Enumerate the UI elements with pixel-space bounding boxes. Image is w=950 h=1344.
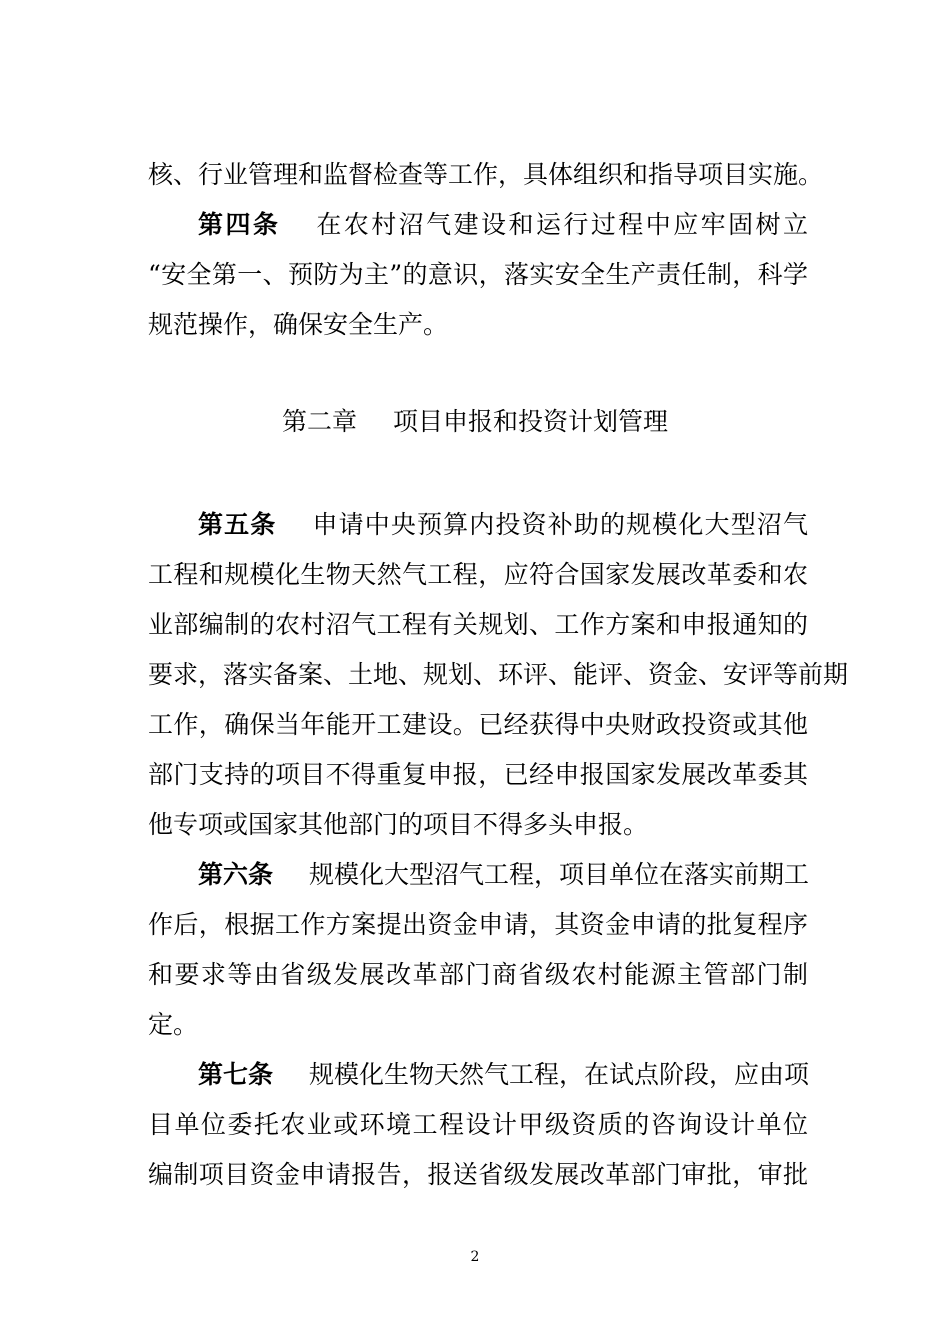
article-4-first-line — [198, 210, 808, 240]
chapter-heading — [0, 407, 950, 437]
text-line: 规范操作，确保安全生产。 — [148, 310, 449, 339]
text-line: 编制项目资金申请报告，报送省级发展改革部门审批，审批 — [148, 1160, 808, 1189]
article-5-number: 第五条 — [198, 510, 277, 539]
text-line: 工作，确保当年能开工建设。已经获得中央财政投资或其他 — [148, 710, 808, 739]
article-7-number: 第七条 — [198, 1060, 274, 1089]
text-line: 作后，根据工作方案提出资金申请，其资金申请的批复程序 — [148, 910, 808, 939]
chapter-number: 第二章 — [281, 407, 357, 436]
text-line: 定。 — [148, 1010, 199, 1039]
text-line: 核、行业管理和监督检查等工作，具体组织和指导项目实施。 — [148, 160, 824, 189]
text-line: 工程和规模化生物天然气工程，应符合国家发展改革委和农 — [148, 560, 808, 589]
article-7-text: 规模化生物天然气工程，在试点阶段，应由项 — [309, 1060, 810, 1089]
article-4-number: 第四条 — [198, 210, 281, 239]
article-6-number: 第六条 — [198, 860, 274, 889]
text-line: 部门支持的项目不得重复申报，已经申报国家发展改革委其 — [148, 760, 808, 789]
article-4-text: 在农村沼气建设和运行过程中应牢固树立 — [316, 210, 808, 239]
text-line: 他专项或国家其他部门的项目不得多头申报。 — [148, 810, 649, 839]
text-line: 要求，落实备案、土地、规划、环评、能评、资金、安评等前期 — [148, 660, 849, 689]
page-number: 2 — [470, 1249, 480, 1265]
text-line: “安全第一、预防为主”的意识，落实安全生产责任制，科学 — [148, 260, 808, 289]
text-line: 目单位委托农业或环境工程设计甲级资质的咨询设计单位 — [148, 1110, 808, 1139]
article-7-first-line — [198, 1060, 808, 1090]
text-line: 和要求等由省级发展改革部门商省级农村能源主管部门制 — [148, 960, 808, 989]
chapter-title: 项目申报和投资计划管理 — [393, 407, 669, 436]
article-5-first-line — [198, 510, 808, 540]
article-5-text: 申请中央预算内投资补助的规模化大型沼气 — [312, 510, 808, 539]
text-line: 业部编制的农村沼气工程有关规划、工作方案和申报通知的 — [148, 610, 808, 639]
article-6-first-line — [198, 860, 808, 890]
article-6-text: 规模化大型沼气工程，项目单位在落实前期工 — [309, 860, 810, 889]
